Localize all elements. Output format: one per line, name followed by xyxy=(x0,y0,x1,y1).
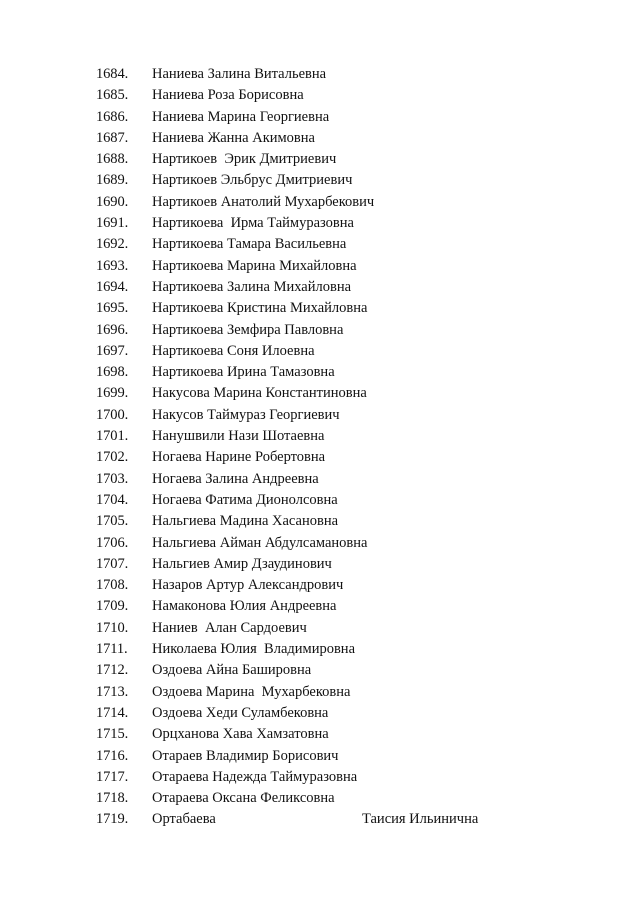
entry-number: 1684. xyxy=(96,66,129,82)
list-item xyxy=(0,426,640,447)
entry-name: Нартикоев Анатолий Мухарбекович xyxy=(152,193,375,210)
list-item xyxy=(0,277,640,298)
entry-name: Отараев Владимир Борисович xyxy=(152,747,339,764)
entry-number: 1686. xyxy=(96,108,129,125)
entry-name-continuation: Таисия Ильинична xyxy=(362,811,479,828)
entry-number: 1695. xyxy=(96,300,129,317)
entry-name: Нанушвили Нази Шотаевна xyxy=(152,428,325,445)
list-item xyxy=(0,383,640,404)
entry-number: 1700. xyxy=(96,406,129,423)
list-item xyxy=(0,64,640,85)
list-item xyxy=(0,682,640,703)
list-item xyxy=(0,298,640,319)
list-item xyxy=(0,554,640,575)
entry-name: Нартикоев Эрик Дмитриевич xyxy=(152,151,337,168)
list-item xyxy=(0,85,640,106)
entry-name: Отараева Оксана Феликсовна xyxy=(152,790,335,807)
list-item xyxy=(0,341,640,362)
entry-name: Нартикоева Ирма Таймуразовна xyxy=(152,215,354,232)
list-item xyxy=(0,469,640,490)
entry-number: 1709. xyxy=(96,598,129,615)
entry-number: 1693. xyxy=(96,257,129,274)
entry-number: 1718. xyxy=(96,790,129,807)
list-item xyxy=(0,362,640,383)
entry-name: Нартикоева Кристина Михайловна xyxy=(152,300,368,317)
entry-name: Ногаева Нарине Робертовна xyxy=(152,449,326,466)
entry-name: Наниева Жанна Акимовна xyxy=(152,129,315,146)
entry-name: Нартикоева Соня Илоевна xyxy=(152,342,315,359)
list-item xyxy=(0,618,640,639)
list-item xyxy=(0,746,640,767)
entry-number: 1694. xyxy=(96,278,129,295)
entry-number: 1697. xyxy=(96,342,129,359)
entry-name: Нартикоев Эльбрус Дмитриевич xyxy=(152,172,353,189)
entry-number: 1710. xyxy=(96,619,129,636)
entry-number: 1702. xyxy=(96,449,129,466)
list-item xyxy=(0,639,640,660)
list-item xyxy=(0,447,640,468)
entry-name: Нартикоева Залина Михайловна xyxy=(152,278,352,295)
list-item xyxy=(0,149,640,170)
entry-name: Оздоева Хеди Суламбековна xyxy=(152,704,329,721)
entry-name: Нартикоева Тамара Васильевна xyxy=(152,236,347,253)
list-item xyxy=(0,788,640,809)
list-item xyxy=(0,724,640,745)
entry-name: Ногаева Фатима Дионолсовна xyxy=(152,491,338,508)
list-item xyxy=(0,809,640,830)
entry-name: Назаров Артур Александрович xyxy=(152,577,344,594)
list-item xyxy=(0,170,640,191)
entry-number: 1705. xyxy=(96,513,129,530)
entry-number: 1699. xyxy=(96,385,129,402)
entry-name: Ортабаева xyxy=(152,811,216,828)
entry-number: 1696. xyxy=(96,321,129,338)
entry-name: Нальгиева Мадина Хасановна xyxy=(152,513,339,530)
entry-number: 1717. xyxy=(96,768,129,785)
entry-name: Николаева Юлия Владимировна xyxy=(152,641,356,658)
list-item xyxy=(0,575,640,596)
entry-name: Нартикоева Марина Михайловна xyxy=(152,257,357,274)
entry-name: Наниева Марина Георгиевна xyxy=(152,108,330,125)
list-item xyxy=(0,767,640,788)
entry-name: Оздоева Марина Мухарбековна xyxy=(152,683,351,700)
entry-number: 1703. xyxy=(96,470,129,487)
entry-number: 1687. xyxy=(96,129,129,146)
entry-number: 1692. xyxy=(96,236,129,253)
list-item xyxy=(0,533,640,554)
entry-number: 1715. xyxy=(96,726,129,743)
entry-number: 1714. xyxy=(96,704,129,721)
entry-name: Наниева Роза Борисовна xyxy=(152,87,304,104)
list-item xyxy=(0,234,640,255)
entry-name: Нальгиев Амир Дзаудинович xyxy=(152,555,332,572)
entry-name: Ногаева Залина Андреевна xyxy=(152,470,319,487)
list-item xyxy=(0,703,640,724)
entry-number: 1713. xyxy=(96,683,129,700)
entry-number: 1711. xyxy=(96,641,128,658)
entry-number: 1698. xyxy=(96,364,129,381)
entry-number: 1706. xyxy=(96,534,129,551)
entry-name: Намаконова Юлия Андреевна xyxy=(152,598,337,615)
entry-number: 1719. xyxy=(96,811,129,828)
entry-number: 1716. xyxy=(96,747,129,764)
entry-name: Оздоева Айна Башировна xyxy=(152,662,312,679)
entry-name: Нальгиева Айман Абдулсамановна xyxy=(152,534,368,551)
entry-number: 1704. xyxy=(96,491,129,508)
entry-name: Отараева Надежда Таймуразовна xyxy=(152,768,358,785)
list-item xyxy=(0,320,640,341)
entry-number: 1690. xyxy=(96,193,129,210)
name-list xyxy=(0,64,640,831)
entry-name: Наниев Алан Сардоевич xyxy=(152,619,307,636)
entry-number: 1701. xyxy=(96,428,129,445)
list-item xyxy=(0,490,640,511)
entry-number: 1712. xyxy=(96,662,129,679)
list-item xyxy=(0,256,640,277)
list-item xyxy=(0,405,640,426)
entry-number: 1688. xyxy=(96,151,129,168)
list-item xyxy=(0,511,640,532)
entry-name: Накусов Таймураз Георгиевич xyxy=(152,406,340,423)
entry-name: Наниева Залина Витальевна xyxy=(152,66,327,82)
list-item xyxy=(0,107,640,128)
entry-name: Накусова Марина Константиновна xyxy=(152,385,367,402)
list-item xyxy=(0,213,640,234)
entry-number: 1691. xyxy=(96,215,129,232)
entry-number: 1685. xyxy=(96,87,129,104)
list-item xyxy=(0,660,640,681)
entry-number: 1707. xyxy=(96,555,129,572)
entry-name: Нартикоева Ирина Тамазовна xyxy=(152,364,335,381)
entry-number: 1689. xyxy=(96,172,129,189)
entry-name: Нартикоева Земфира Павловна xyxy=(152,321,344,338)
entry-number: 1708. xyxy=(96,577,129,594)
entry-name: Орцханова Хава Хамзатовна xyxy=(152,726,329,743)
list-item xyxy=(0,128,640,149)
list-item xyxy=(0,596,640,617)
list-item xyxy=(0,192,640,213)
